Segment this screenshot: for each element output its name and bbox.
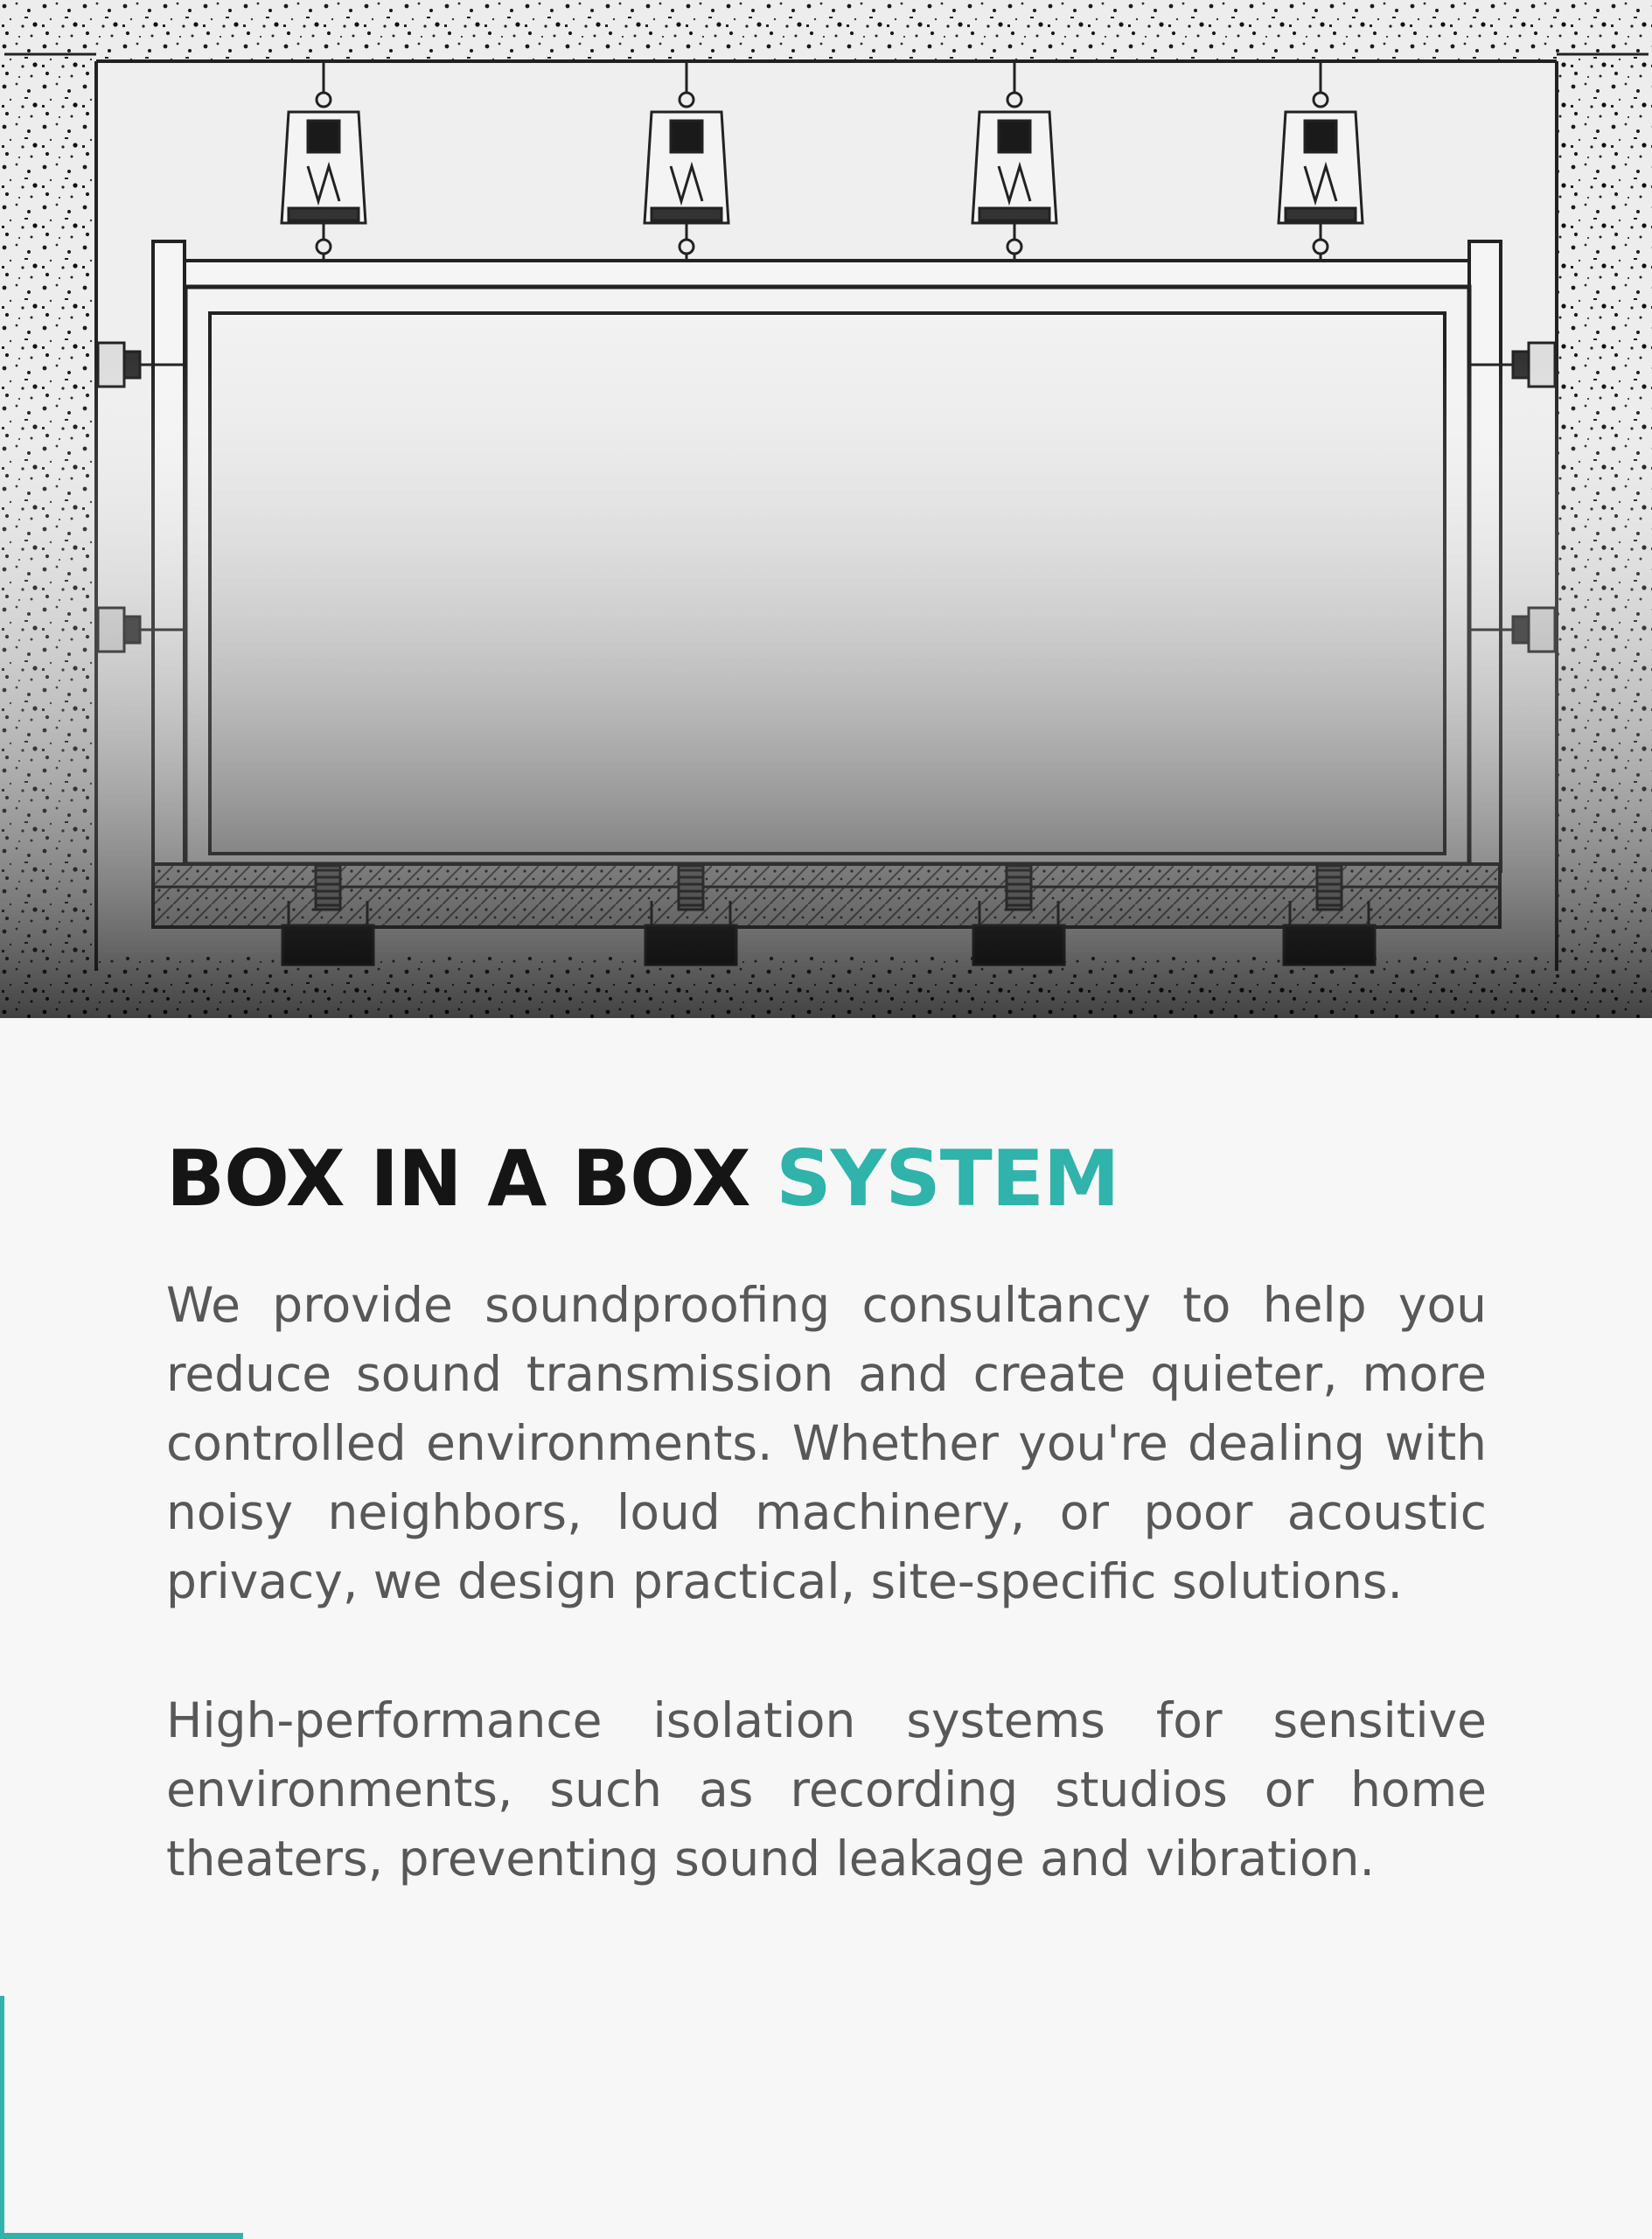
hero-diagram: [0, 0, 1652, 1018]
accent-corner-vertical: [0, 1996, 4, 2239]
box-in-a-box-diagram: [0, 0, 1652, 1018]
title-part-accent: SYSTEM: [776, 1133, 1119, 1224]
content-section: [166, 1133, 1487, 1894]
accent-corner-horizontal: [0, 2233, 243, 2239]
title-part-dark: BOX IN A BOX: [166, 1133, 750, 1224]
description-paragraph-1: We provide soundproofing consultancy to help you reduce sound transmission and create quieter, more controlled environments. Whether you're dealing with noisy neighbors, loud machinery, or poor acoustic privacy, we design practical, site-specific solutions.: [166, 1276, 1487, 1609]
description-paragraph-2: High-performance isolation systems for sensitive environments, such as recording studios or home theaters, preventing sound leakage and vibration.: [166, 1691, 1487, 1887]
section-title: [166, 1133, 1487, 1224]
